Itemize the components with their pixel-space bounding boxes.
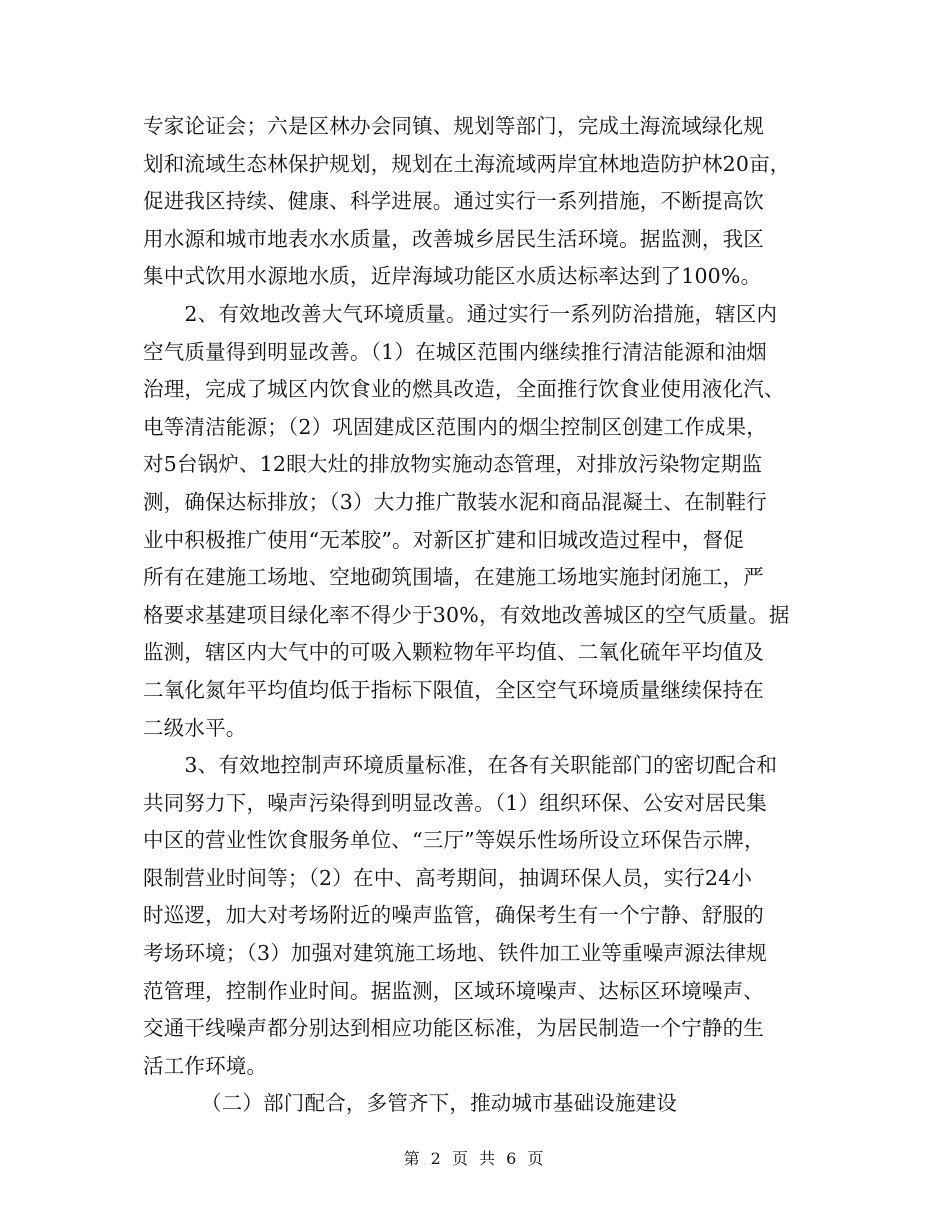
text-line: 3、有效地控制声环境质量标准，在各有关职能部门的密切配合和	[143, 753, 778, 778]
text-line: 二氧化氮年平均值均低于指标下限值，全区空气环境质量继续保持在	[143, 677, 764, 702]
text-line: 划和流域生态林保护规划，规划在土海流域两岸宜林地造防护林20亩，	[143, 151, 791, 176]
text-line: 空气质量得到明显改善。（1）在城区范围内继续推行清洁能源和油烟	[143, 339, 767, 364]
text-line: 电等清洁能源；（2）巩固建成区范围内的烟尘控制区创建工作成果，	[143, 414, 767, 439]
text-line: 交通干线噪声都分别达到相应功能区标准，为居民制造一个宁静的生	[143, 1016, 764, 1041]
text-line: 促进我区持续、健康、科学进展。通过实行一系列措施，不断提高饮	[143, 189, 764, 214]
text-line: 业中积极推广使用“无苯胶”。对新区扩建和旧城改造过程中，督促	[143, 527, 744, 552]
text-line: 格要求基建项目绿化率不得少于30%，有效地改善城区的空气质量。据	[143, 602, 790, 627]
text-line: 限制营业时间等；（2）在中、高考期间，抽调环保人员，实行24小	[143, 865, 753, 890]
page-footer: 第 2 页 共 6 页	[403, 1149, 547, 1168]
text-line: 治理，完成了城区内饮食业的燃具改造，全面推行饮食业使用液化汽、	[143, 377, 785, 402]
text-line: 共同努力下，噪声污染得到明显改善。（1）组织环保、公安对居民集	[143, 790, 767, 815]
text-line: 所有在建施工场地、空地砌筑围墙，在建施工场地实施封闭施工，严	[143, 565, 764, 590]
text-line: 监测，辖区内大气中的可吸入颗粒物年平均值、二氧化硫年平均值及	[143, 640, 764, 665]
text-line: 用水源和城市地表水水质量，改善城乡居民生活环境。据监测，我区	[143, 226, 764, 251]
text-line: 2、有效地改善大气环境质量。通过实行一系列防治措施，辖区内	[143, 301, 778, 326]
text-line: 二级水平。	[143, 715, 247, 740]
text-line: 中区的营业性饮食服务单位、“三厅”等娱乐性场所设立环保告示牌，	[143, 828, 765, 853]
section-subheading: （二）部门配合，多管齐下，推动城市基础设施建设	[201, 1091, 678, 1116]
text-line: 对5台锅炉、12眼大灶的排放物实施动态管理，对排放污染物定期监	[143, 452, 763, 477]
text-line: 范管理，控制作业时间。据监测，区域环境噪声、达标区环境噪声、	[143, 978, 764, 1003]
text-line: 活工作环境。	[143, 1053, 268, 1078]
text-line: 考场环境；（3）加强对建筑施工场地、铁件加工业等重噪声源法律规	[143, 941, 767, 966]
text-line: 集中式饮用水源地水质，近岸海域功能区水质达标率达到了100%。	[143, 264, 762, 289]
text-line: 测，确保达标排放；（3）大力推广散装水泥和商品混凝土、在制鞋行	[143, 489, 767, 514]
text-line: 时巡逻，加大对考场附近的噪声监管，确保考生有一个宁静、舒服的	[143, 903, 764, 928]
body-text	[143, 108, 813, 1123]
text-line: 专家论证会；六是区林办会同镇、规划等部门，完成土海流域绿化规	[143, 114, 764, 138]
